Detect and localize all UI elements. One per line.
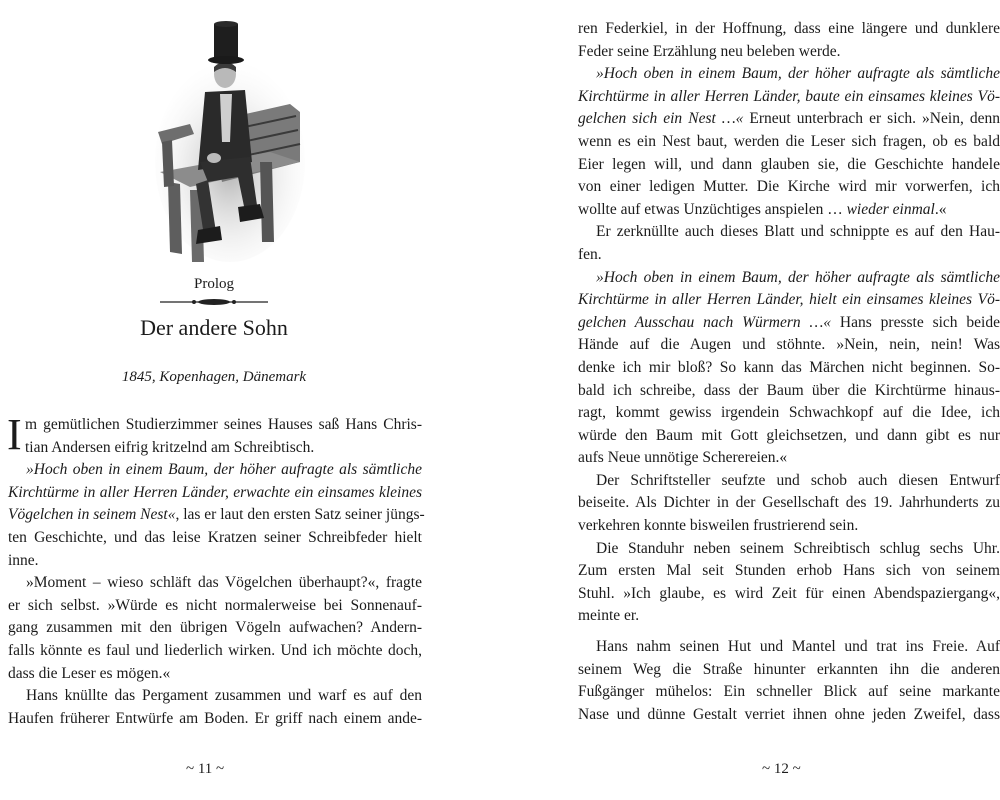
left-body-text xyxy=(7,410,425,730)
text-line: Er zerknüllte auch dieses Blatt und schnippte es auf den Hau- xyxy=(596,223,1000,241)
page-number: ~ 12 ~ xyxy=(762,761,801,777)
text-line: Kirchtürme in aller Herren Länder, hielt ein einsames kleines Vö- xyxy=(578,291,1000,309)
place-date: 1845, Kopenhagen, Dänemark xyxy=(121,369,307,385)
text-line: seinem Weg die Straße hinunter erkannten ihn die anderen xyxy=(578,660,1000,678)
text-line: wollte auf etwas Unzüchtiges anspielen … wieder einmal.« xyxy=(578,200,947,218)
text-line: denke ich mir bloß? So kann das Märchen nicht beginnen. So- xyxy=(578,358,1000,376)
text-line: Der Schriftsteller seufzte und schob auch diesen Entwurf xyxy=(596,471,1000,489)
text-line: beiseite. Als Dichter in der Gesellschaft des 19. Jahrhunderts zu xyxy=(578,494,1000,512)
text-line: fen. xyxy=(578,245,602,263)
ornament-divider xyxy=(160,297,268,307)
prolog-label: Prolog xyxy=(193,276,234,292)
paragraph-gap xyxy=(578,628,1000,636)
text-line: wenn es ein Nest baut, werden die Leser sich fragen, ob es bald xyxy=(578,132,1000,150)
text-line: Die Standuhr neben seinem Schreibtisch schlug sechs Uhr. xyxy=(596,539,1000,557)
text-line: von einer ledigen Mutter. Die Kirche wird mir vorwerfen, ich xyxy=(578,178,1000,196)
text-line: meinte er. xyxy=(578,607,640,625)
text-line: tian Andersen eifrig kritzelnd am Schreibtisch. xyxy=(25,438,315,456)
text-line: »Hoch oben in einem Baum, der höher aufragte als sämtliche xyxy=(596,65,1000,83)
text-line: Hans nahm seinen Hut und Mantel und trat ins Freie. Auf xyxy=(596,638,1000,656)
text-line: »Hoch oben in einem Baum, der höher aufragte als sämtliche xyxy=(26,461,422,479)
text-line: verkehren konnte bisweilen frustrierend sein. xyxy=(578,517,859,535)
man-on-bench-illustration xyxy=(150,12,300,267)
text-line: würde den Baum mit Gott gleichsetzen, und dann gibt es nur xyxy=(578,426,1000,444)
text-line: bald ich schreibe, dass der Baum über die Kirchtürme hinaus- xyxy=(578,381,1000,399)
text-line: ragt, kommt gewiss irgendein Schwachkopf auf die Idee, ich xyxy=(578,404,1000,422)
text-line: »Moment – wieso schläft das Vögelchen überhaupt?«, fragte xyxy=(26,574,422,592)
text-line: Haufen früherer Entwürfe am Boden. Er griff nach einem ande- xyxy=(8,709,422,727)
text-line: aufs Neue unnötige Scherereien.« xyxy=(578,449,788,467)
text-line: ten Geschichte, und das leise Kratzen seiner Schreibfeder hielt xyxy=(8,528,422,546)
text-line: falls könnte es faul und liederlich wirken. Und ich möchte doch, xyxy=(8,641,422,659)
page-number: ~ 11 ~ xyxy=(186,761,225,777)
text-line: Kirchtürme in aller Herren Länder, baute ein einsames kleines Vö- xyxy=(578,87,1000,105)
text-line: Nase und dünne Gestalt verriet ihnen ohne jeden Zweifel, dass xyxy=(578,705,1000,723)
text-line: er sich selbst. »Würde es nicht normalerweise bei Sonnenauf- xyxy=(8,596,422,614)
text-line: Eier legen will, und dann glauben sie, die Geschichte handele xyxy=(578,155,1000,173)
text-line: I m gemütlichen Studierzimmer seines Hauses saß Hans Chris- xyxy=(7,410,422,459)
chapter-title: Der andere Sohn xyxy=(140,315,288,340)
text-line: Zum ersten Mal seit Stunden erhob Hans sich von seinem xyxy=(578,562,1000,580)
left-page xyxy=(0,0,440,800)
right-page xyxy=(578,0,1000,800)
text-line: Stuhl. »Ich glaube, es wird Zeit für einen Abendspaziergang«, xyxy=(578,584,1000,602)
text-line: gelchen sich ein Nest …« Erneut unterbrach er sich. »Nein, denn xyxy=(578,110,1000,128)
text-line: Hans knüllte das Pergament zusammen und warf es auf den xyxy=(26,687,422,705)
text-line: Fußgänger mühelos: Ein schneller Blick auf seine markante xyxy=(578,683,1000,701)
text-line: Kirchtürme in aller Herren Länder, erwachte ein einsames kleines xyxy=(8,483,422,501)
right-body-text xyxy=(578,18,1000,726)
text-line: gang zusammen mit den übrigen Vögeln aufwachen? Andern- xyxy=(8,619,422,637)
text-line: inne. xyxy=(8,551,39,569)
text-line: dass die Leser es mögen.« xyxy=(8,664,171,682)
dropcap: I xyxy=(7,410,22,459)
text-line: ren Federkiel, in der Hoffnung, dass eine längere und dunklere xyxy=(578,20,1000,37)
text-line: Vögelchen in seinem Nest«, las er laut den ersten Satz seiner jüngs- xyxy=(8,506,425,524)
text-line: »Hoch oben in einem Baum, der höher aufragte als sämtliche xyxy=(596,268,1000,286)
text-line: Feder seine Erzählung neu beleben werde. xyxy=(578,42,841,60)
text-line: gelchen Ausschau nach Würmern …« Hans presste sich beide xyxy=(578,313,1000,331)
text-line: Hände auf die Augen und stöhnte. »Nein, nein, nein! Was xyxy=(578,336,1000,354)
